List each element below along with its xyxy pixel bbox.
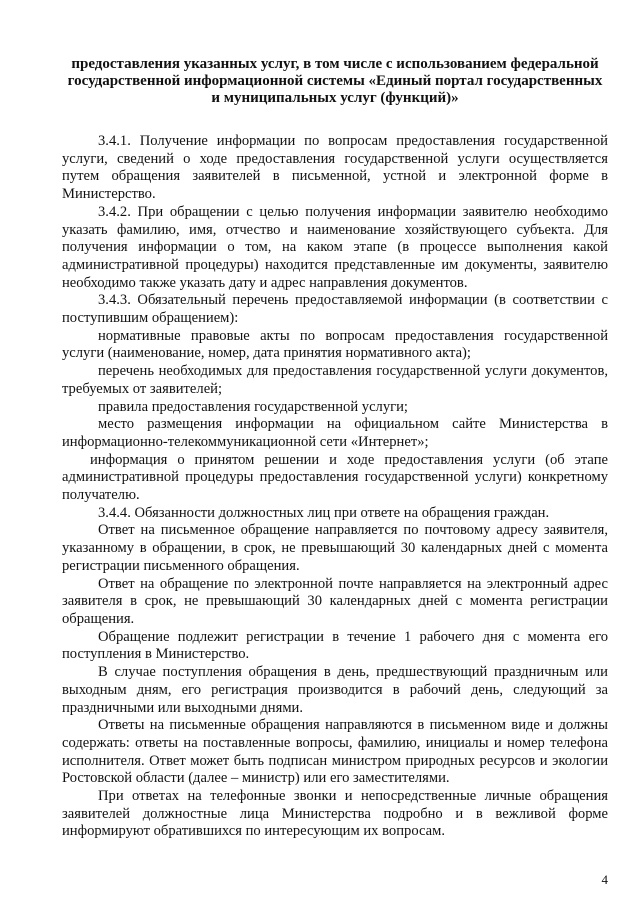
list-item-normative-acts: нормативные правовые акты по вопросам предоставления государственной услуги (наименование, номер, дата принятия нормативного акта); — [62, 327, 608, 362]
paragraph-reply-contents: Ответы на письменные обращения направляются в письменном виде и должны содержать: ответы на поставленные вопросы, фамилию, инициалы и номер телефона исполнителя. Ответ может быть подписан министром природных ресурсов и экологии Ростовской области (далее – министр) или его заместителями. — [62, 717, 608, 787]
paragraph-3-4-3: 3.4.3. Обязательный перечень предоставляемой информации (в соответствии с поступившим обращением): — [62, 292, 608, 327]
list-item-rules: правила предоставления государственной услуги; — [98, 398, 408, 415]
paragraph-3-4-1: 3.4.1. Получение информации по вопросам предоставления государственной услуги, сведений о ходе предоставления государственной услуги осуществляется путем обращения заявителей в письменной, устной и электронной форме в Министерство. — [62, 133, 608, 203]
section-heading — [62, 56, 608, 107]
heading-line: и муниципальных услуг (функций)» — [211, 90, 459, 106]
document-body — [62, 133, 608, 841]
paragraph-phone-calls: При ответах на телефонные звонки и непосредственные личные обращения заявителей должностные лица Министерства подробно и в вежливой форме информируют обратившихся по интересующим их вопросам. — [62, 788, 608, 840]
paragraph-holidays: В случае поступления обращения в день, предшествующий праздничным или выходным дням, его регистрация производится в рабочий день, следующий за праздничными или выходными днями. — [62, 664, 608, 716]
paragraph-email-reply: Ответ на обращение по электронной почте направляется на электронный адрес заявителя в срок, не превышающий 30 календарных дней с момента регистрации обращения. — [62, 575, 608, 627]
list-item-documents: перечень необходимых для предоставления государственной услуги документов, требуемых от заявителей; — [62, 363, 608, 397]
document-page — [62, 56, 608, 841]
paragraph-written-reply: Ответ на письменное обращение направляется по почтовому адресу заявителя, указанному в обращении, в срок, не превышающий 30 календарных дней с момента регистрации письменного обращения. — [62, 522, 608, 574]
paragraph-3-4-4: 3.4.4. Обязанности должностных лиц при ответе на обращения граждан. — [98, 504, 550, 521]
page-number: 4 — [601, 872, 608, 887]
paragraph-3-4-2: 3.4.2. При обращении с целью получения информации заявителю необходимо указать фамилию, имя, отчество и наименование хозяйствующего субъекта. Для получения информации о том, на каком этапе (в процессе выполнения какой административной процедуры) находится представленные им документы, заявителю необходимо также указать дату и адрес направления документов. — [62, 203, 608, 291]
list-item-website: место размещения информации на официальном сайте Министерства в информационно-телекоммуникационной сети «Интернет»; — [62, 416, 608, 450]
heading-line: государственной информационной системы «Единый портал государственных — [67, 73, 603, 89]
list-item-decision-info: информация о принятом решении и ходе предоставления услуги (об этапе административной процедуры предоставления государственной услуги) конкретному получателю. — [62, 451, 608, 504]
heading-line: предоставления указанных услуг, в том числе с использованием федеральной — [71, 56, 599, 72]
paragraph-registration: Обращение подлежит регистрации в течение 1 рабочего дня с момента его поступления в Министерство. — [62, 628, 608, 663]
